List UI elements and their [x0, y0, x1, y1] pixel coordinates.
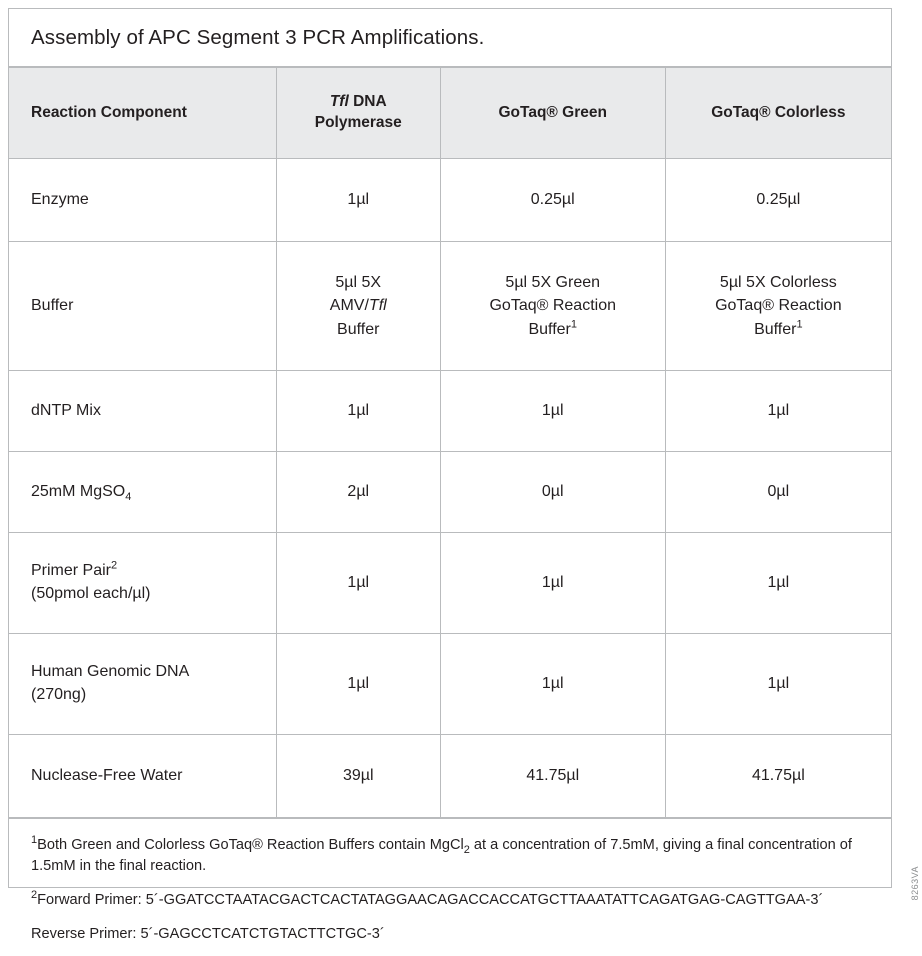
cell-water-tfl: 39µl: [276, 735, 440, 818]
footnote-2-text: Forward Primer: 5´-GGATCCTAATACGACTCACTATAGGAACAGACCACCATGCTTAAATATTCAGATGAG-CAGTTGAA-3´: [37, 892, 824, 909]
column-header-reaction-component: Reaction Component: [9, 68, 276, 159]
cell-enzyme-colorless: 0.25µl: [665, 159, 891, 242]
buffer-tfl-line2-italic: Tfl: [368, 297, 387, 315]
footnote-2: [31, 890, 869, 911]
cell-primer-colorless: 1µl: [665, 533, 891, 634]
buffer-colorless-footnote-ref: 1: [796, 318, 803, 331]
pcr-assembly-table: [9, 67, 891, 818]
row-label-primer-pair: [9, 533, 276, 634]
primer-pair-text: Primer Pair: [31, 562, 112, 580]
cell-dntp-green: 1µl: [440, 371, 665, 452]
cell-buffer-green: [440, 242, 665, 371]
table-row: [9, 242, 891, 371]
cell-buffer-colorless: [665, 242, 891, 371]
row-label-buffer: Buffer: [9, 242, 276, 371]
footnote-3-text: Reverse Primer: 5´-GAGCCTCATCTGTACTTCTGC-3´: [31, 926, 385, 943]
footnote-2-ref: 2: [31, 889, 38, 902]
tfl-italic-label: Tfl: [329, 93, 349, 111]
cell-dna-tfl: 1µl: [276, 634, 440, 735]
buffer-green-line2: GoTaq® Reaction: [489, 297, 616, 315]
cell-dntp-colorless: 1µl: [665, 371, 891, 452]
table-row: [9, 371, 891, 452]
buffer-colorless-line3: Buffer: [754, 320, 797, 338]
row-label-nuclease-free-water: Nuclease-Free Water: [9, 735, 276, 818]
footnote-1-part2: at a concentration of 7.5mM, giving a final concentration of 1.5mM in the final reaction.: [31, 837, 852, 875]
buffer-tfl-line1: 5µl 5X: [335, 274, 382, 292]
row-label-human-genomic-dna: [9, 634, 276, 735]
primer-pair-footnote-ref: 2: [111, 559, 118, 572]
cell-water-colorless: 41.75µl: [665, 735, 891, 818]
buffer-green-line1: 5µl 5X Green: [505, 274, 601, 292]
table-row: [9, 159, 891, 242]
table-row: [9, 533, 891, 634]
cell-buffer-tfl: [276, 242, 440, 371]
cell-primer-green: 1µl: [440, 533, 665, 634]
document-card: [8, 8, 892, 943]
column-header-gotaq-colorless: GoTaq® Colorless: [665, 68, 891, 159]
table-row: [9, 452, 891, 533]
mgso4-label-text: 25mM MgSO: [31, 482, 126, 500]
page-title: Assembly of APC Segment 3 PCR Amplifications.: [31, 25, 485, 49]
cell-dntp-tfl: 1µl: [276, 371, 440, 452]
cell-primer-tfl: 1µl: [276, 533, 440, 634]
cell-mgso4-tfl: 2µl: [276, 452, 440, 533]
cell-water-green: 41.75µl: [440, 735, 665, 818]
footnote-1: [31, 835, 869, 877]
mgso4-subscript: 4: [125, 490, 132, 503]
human-dna-line1: Human Genomic DNA: [31, 663, 190, 681]
footnote-1-subscript: 2: [463, 843, 470, 856]
row-label-enzyme: Enzyme: [9, 159, 276, 242]
cell-mgso4-colorless: 0µl: [665, 452, 891, 533]
side-code: 8263VA: [910, 865, 920, 900]
cell-enzyme-green: 0.25µl: [440, 159, 665, 242]
footnote-3: [31, 924, 869, 945]
tfl-rest-label: DNA: [348, 93, 387, 111]
footnote-1-part1: Both Green and Colorless GoTaq® Reaction Buffers contain MgCl: [37, 837, 464, 853]
table-header-row: [9, 68, 891, 159]
table-row: [9, 735, 891, 818]
cell-dna-green: 1µl: [440, 634, 665, 735]
human-dna-line2: (270ng): [31, 686, 87, 703]
tfl-line2-label: Polymerase: [314, 114, 402, 131]
title-bar: [9, 9, 891, 67]
column-header-tfl-dna-polymerase: [276, 68, 440, 159]
buffer-green-footnote-ref: 1: [570, 318, 577, 331]
buffer-tfl-line2-pre: AMV/: [329, 297, 369, 315]
cell-mgso4-green: 0µl: [440, 452, 665, 533]
footnote-1-ref: 1: [31, 834, 38, 847]
buffer-tfl-line3: Buffer: [337, 320, 380, 338]
cell-enzyme-tfl: 1µl: [276, 159, 440, 242]
table-row: [9, 634, 891, 735]
row-label-dntp-mix: dNTP Mix: [9, 371, 276, 452]
buffer-colorless-line1: 5µl 5X Colorless: [719, 274, 837, 292]
buffer-green-line3: Buffer: [528, 320, 571, 338]
row-label-mgso4: [9, 452, 276, 533]
buffer-colorless-line2: GoTaq® Reaction: [715, 297, 842, 315]
footnotes: [9, 818, 891, 956]
primer-pair-line2: (50pmol each/µl): [31, 585, 151, 602]
column-header-gotaq-green: GoTaq® Green: [440, 68, 665, 159]
cell-dna-colorless: 1µl: [665, 634, 891, 735]
